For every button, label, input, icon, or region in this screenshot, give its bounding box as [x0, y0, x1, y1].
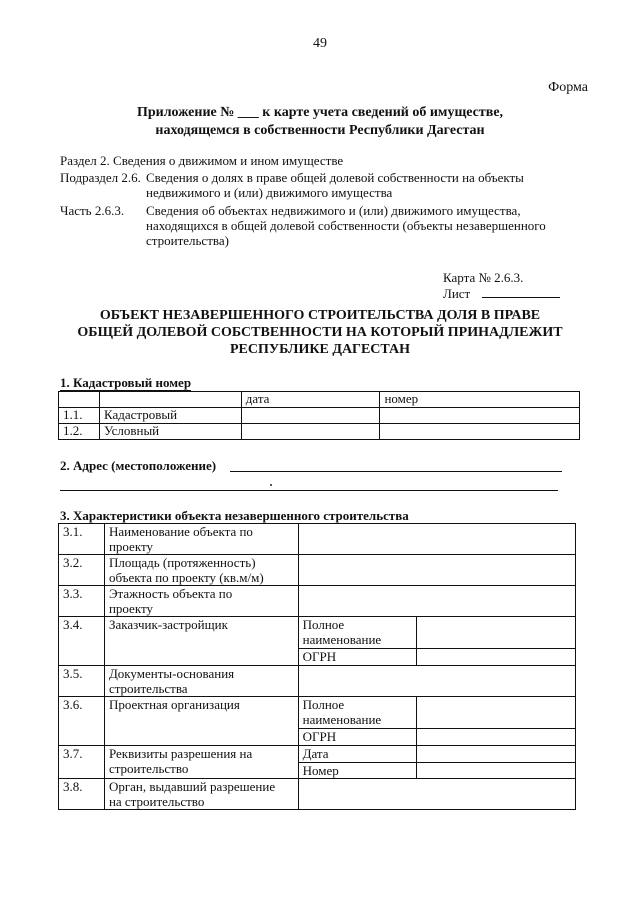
- sheet-field: [443, 286, 560, 302]
- appendix-line-1: Приложение № ___ к карте учета сведений об имуществе,: [136, 105, 504, 120]
- sub-label: Полное наименование: [298, 697, 416, 729]
- scan-speck: [270, 484, 272, 486]
- sub-label: Номер: [298, 762, 416, 779]
- card-number: Карта № 2.6.3.: [443, 270, 524, 285]
- col-number-header: номер: [380, 392, 580, 408]
- row-label: Условный: [99, 424, 241, 440]
- conditional-number-cell[interactable]: [380, 424, 580, 440]
- row-label: Этажность объекта по проекту: [104, 586, 298, 617]
- section-3-heading: 3. Характеристики объекта незавершенного строительства: [60, 508, 409, 523]
- table-row: [59, 408, 580, 424]
- row-number: 3.1.: [59, 524, 105, 555]
- value-cell[interactable]: [298, 779, 575, 810]
- table-row: [59, 424, 580, 440]
- appendix-line-2: находящемся в собственности Республики Дагестан: [155, 123, 485, 138]
- appendix-heading: [60, 104, 580, 140]
- table-header-row: [59, 392, 580, 408]
- row-number: 3.5.: [59, 666, 105, 697]
- table-row: [59, 666, 576, 697]
- subsection-label: Подраздел 2.6.: [60, 170, 141, 185]
- table-row: [59, 779, 576, 810]
- section-title: Раздел 2. Сведения о движимом и ином имуществе: [60, 153, 344, 168]
- section-2-heading: 2. Адрес (местоположение): [60, 458, 217, 473]
- sub-label: ОГРН: [298, 728, 416, 745]
- row-number: 3.2.: [59, 555, 105, 586]
- row-number: 3.3.: [59, 586, 105, 617]
- value-cell[interactable]: [416, 697, 576, 729]
- row-number: 3.4.: [59, 617, 105, 666]
- row-label: Документы-основания строительства: [104, 666, 298, 697]
- title-line-2: ОБЩЕЙ ДОЛЕВОЙ СОБСТВЕННОСТИ НА КОТОРЫЙ ПРИНАДЛЕЖИТ: [77, 325, 563, 340]
- section-1-heading: 1. Кадастровый номер: [60, 375, 192, 390]
- cadastral-table: [58, 391, 580, 440]
- row-number: 1.2.: [59, 424, 100, 440]
- subsection-line-1: Сведения о долях в праве общей долевой собственности на объекты: [146, 170, 524, 185]
- subsection-block: [60, 170, 588, 200]
- part-line-3: строительства): [146, 233, 229, 248]
- value-cell[interactable]: [416, 728, 576, 745]
- value-cell[interactable]: [298, 555, 575, 586]
- row-label: Площадь (протяженность) объекта по проекту (кв.м/м): [104, 555, 298, 586]
- part-label: Часть 2.6.3.: [60, 203, 125, 218]
- title-line-1: ОБЪЕКТ НЕЗАВЕРШЕННОГО СТРОИТЕЛЬСТВА ДОЛЯ В ПРАВЕ: [99, 308, 541, 323]
- row-number: 1.1.: [59, 408, 100, 424]
- row-label: Реквизиты разрешения на строительство: [104, 746, 298, 779]
- table-row: [59, 524, 576, 555]
- sub-label: ОГРН: [298, 648, 416, 665]
- sheet-blank-line[interactable]: [482, 287, 560, 298]
- address-line-2[interactable]: [60, 490, 558, 491]
- address-line-1[interactable]: [230, 471, 562, 472]
- part-line-1: Сведения об объектах недвижимого и (или) движимого имущества,: [146, 203, 521, 218]
- value-cell[interactable]: [416, 617, 576, 649]
- table-row: [59, 617, 576, 649]
- value-cell[interactable]: [416, 746, 576, 763]
- characteristics-table: [58, 523, 576, 810]
- page-number: 49: [313, 36, 327, 51]
- part-block: [60, 203, 588, 248]
- conditional-date-cell[interactable]: [241, 424, 380, 440]
- row-label: Орган, выдавший разрешение на строительство: [104, 779, 298, 810]
- table-row: [59, 746, 576, 763]
- sheet-label: Лист: [443, 286, 471, 301]
- form-label: Форма: [548, 80, 588, 95]
- table-row: [59, 586, 576, 617]
- value-cell[interactable]: [416, 762, 576, 779]
- row-number: 3.6.: [59, 697, 105, 746]
- part-line-2: находящихся в общей долевой собственности (объекты незавершенного: [146, 218, 546, 233]
- value-cell[interactable]: [298, 524, 575, 555]
- subsection-line-2: недвижимого и (или) движимого имущества: [146, 185, 393, 200]
- sub-label: Полное наименование: [298, 617, 416, 649]
- row-label: Кадастровый: [99, 408, 241, 424]
- row-label: Проектная организация: [104, 697, 298, 746]
- cadastral-number-cell[interactable]: [380, 408, 580, 424]
- table-row: [59, 555, 576, 586]
- col-date-header: дата: [241, 392, 380, 408]
- row-number: 3.8.: [59, 779, 105, 810]
- table-row: [59, 697, 576, 729]
- row-label: Заказчик-застройщик: [104, 617, 298, 666]
- value-cell[interactable]: [298, 586, 575, 617]
- document-title: [60, 307, 580, 358]
- row-number: 3.7.: [59, 746, 105, 779]
- value-cell[interactable]: [298, 666, 575, 697]
- cadastral-date-cell[interactable]: [241, 408, 380, 424]
- value-cell[interactable]: [416, 648, 576, 665]
- row-label: Наименование объекта по проекту: [104, 524, 298, 555]
- sub-label: Дата: [298, 746, 416, 763]
- title-line-3: РЕСПУБЛИКЕ ДАГЕСТАН: [229, 342, 411, 357]
